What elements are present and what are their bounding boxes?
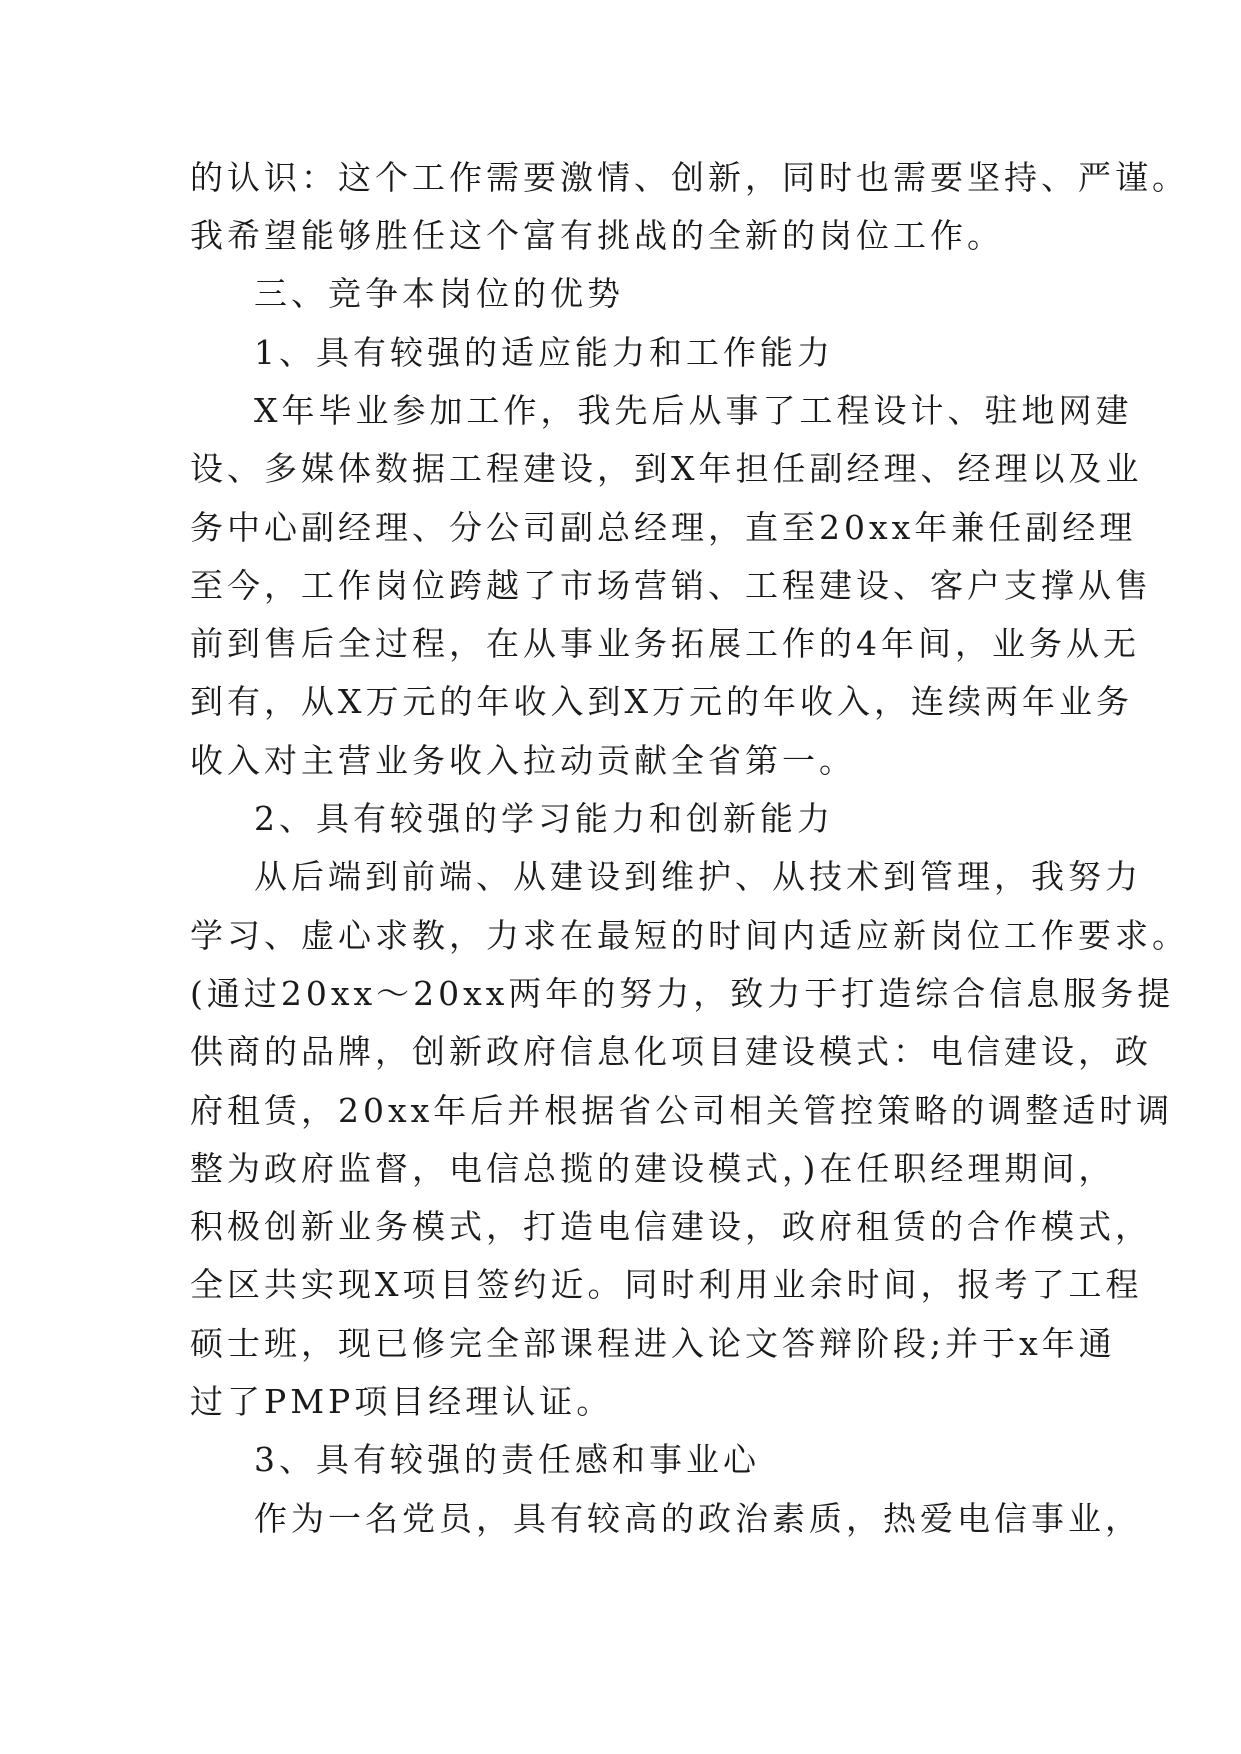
text-line-22: 过了PMP项目经理认证。 [190, 1382, 614, 1421]
text-line-19: 积极创新业务模式，打造电信建设，政府租赁的合作模式， [190, 1207, 1152, 1246]
text-line-10: 到有，从X万元的年收入到X万元的年收入，连续两年业务 [190, 682, 1133, 721]
text-line-16: 供商的品牌，创新政府信息化项目建设模式：电信建设，政 [190, 1032, 1152, 1071]
text-line-6: 设、多媒体数据工程建设，到X年担任副经理、经理以及业 [190, 449, 1143, 488]
text-line-8: 至今，工作岗位跨越了市场营销、工程建设、客户支撑从售 [190, 566, 1152, 605]
text-line-7: 务中心副经理、分公司副总经理，直至20xx年兼任副经理 [190, 508, 1137, 547]
text-line-11: 收入对主营业务收入拉动贡献全省第一。 [190, 741, 856, 780]
subheading-1: 1、具有较强的适应能力和工作能力 [254, 333, 834, 372]
text-line-17: 府租赁，20xx年后并根据省公司相关管控策略的调整适时调 [190, 1091, 1174, 1130]
text-line-15: (通过20xx～20xx两年的努力，致力于打造综合信息服务提 [190, 974, 1175, 1013]
text-line-20: 全区共实现X项目签约近。同时利用业余时间，报考了工程 [190, 1265, 1143, 1304]
text-line-24: 作为一名党员，具有较高的政治素质，热爱电信事业， [254, 1499, 1142, 1538]
section-heading: 三、竞争本岗位的优势 [254, 274, 624, 313]
text-line-5: X年毕业参加工作，我先后从事了工程设计、驻地网建 [254, 391, 1133, 430]
text-line-1: 的认识：这个工作需要激情、创新，同时也需要坚持、严谨。 [190, 158, 1189, 197]
text-line-13: 从后端到前端、从建设到维护、从技术到管理，我努力 [254, 857, 1142, 896]
text-line-14: 学习、虚心求教，力求在最短的时间内适应新岗位工作要求。 [190, 916, 1189, 955]
subheading-2: 2、具有较强的学习能力和创新能力 [254, 799, 834, 838]
text-line-9: 前到售后全过程，在从事业务拓展工作的4年间，业务从无 [190, 624, 1140, 663]
text-line-18: 整为政府监督，电信总揽的建设模式，)在任职经理期间， [190, 1149, 1116, 1188]
text-line-21: 硕士班，现已修完全部课程进入论文答辩阶段;并于x年通 [190, 1324, 1116, 1363]
text-line-2: 我希望能够胜任这个富有挑战的全新的岗位工作。 [190, 216, 1004, 255]
subheading-3: 3、具有较强的责任感和事业心 [254, 1440, 760, 1479]
